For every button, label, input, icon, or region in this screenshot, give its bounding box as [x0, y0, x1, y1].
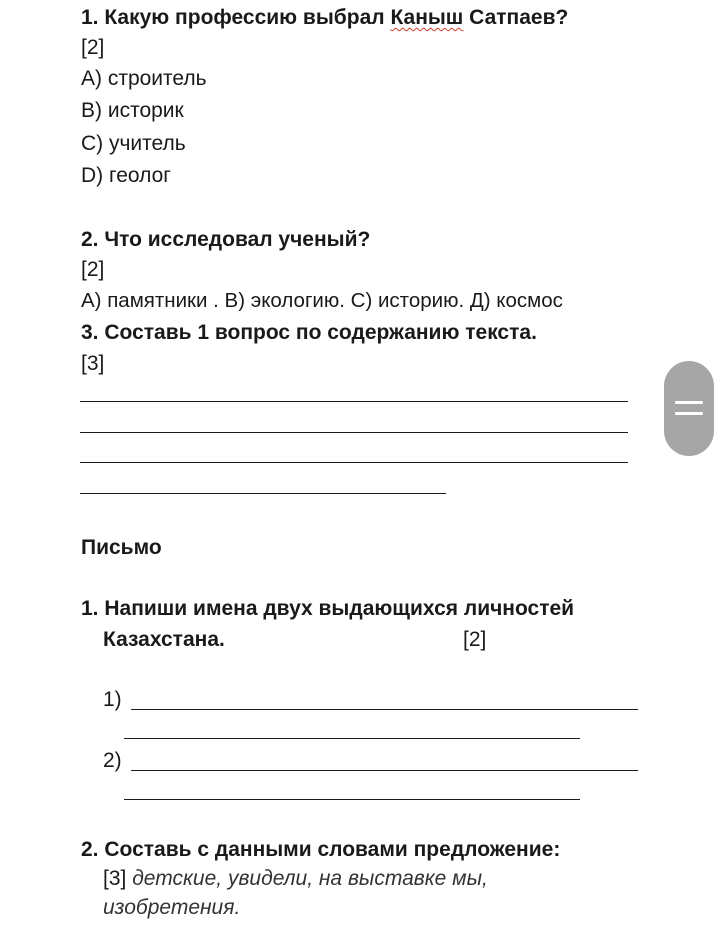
answer-line-4: [80, 493, 446, 494]
drag-handle-icon: [675, 401, 703, 404]
question-1-option-b: B) историк: [81, 99, 184, 122]
question-2-points: [2]: [81, 258, 105, 281]
answer-line-3: [80, 462, 628, 463]
answer-line-2: [80, 432, 628, 433]
item-2-line-b: [124, 799, 580, 800]
writing-task-2-words-1: детские, увидели, на выставке мы,: [132, 867, 488, 890]
question-3-points: [3]: [81, 352, 105, 375]
scroll-handle[interactable]: [664, 361, 714, 456]
item-1-line-a: [131, 709, 638, 710]
item-1-line-b: [124, 738, 580, 739]
writing-task-1-item-1: 1): [103, 688, 122, 711]
question-1-option-c: C) учитель: [81, 132, 186, 155]
question-2-title: 2. Что исследовал ученый?: [81, 228, 371, 251]
writing-task-2-line-1: [103, 867, 488, 891]
question-3-title: 3. Составь 1 вопрос по содержанию текста.: [81, 321, 537, 344]
item-2-line-a: [131, 770, 638, 771]
answer-line-1: [80, 401, 628, 402]
question-1-prefix: 1. Какую профессию выбрал: [81, 6, 391, 29]
writing-task-1-line-2: Казахстана.: [103, 628, 225, 651]
drag-handle-icon-lower-bar: [675, 412, 703, 415]
question-1-name: Каныш: [390, 6, 464, 29]
writing-task-2-words-2: изобретения.: [103, 896, 241, 919]
writing-task-1-item-2: 2): [103, 749, 122, 772]
question-1-points: [2]: [81, 36, 105, 59]
question-1-option-a: A) строитель: [81, 67, 207, 90]
question-1-title: [81, 6, 568, 30]
question-2-options: А) памятники . В) экологию. С) историю. Д) космос: [81, 289, 563, 312]
writing-task-1-points: [2]: [463, 628, 487, 651]
writing-task-2-points: [3]: [103, 867, 127, 890]
writing-task-1-line-1: 1. Напиши имена двух выдающихся личностей: [81, 597, 575, 620]
writing-task-2-title: 2. Составь с данными словами предложение:: [81, 838, 561, 861]
question-1-suffix: Сатпаев?: [463, 6, 569, 29]
writing-heading: Письмо: [81, 536, 162, 559]
question-1-option-d: D) геолог: [81, 164, 171, 187]
